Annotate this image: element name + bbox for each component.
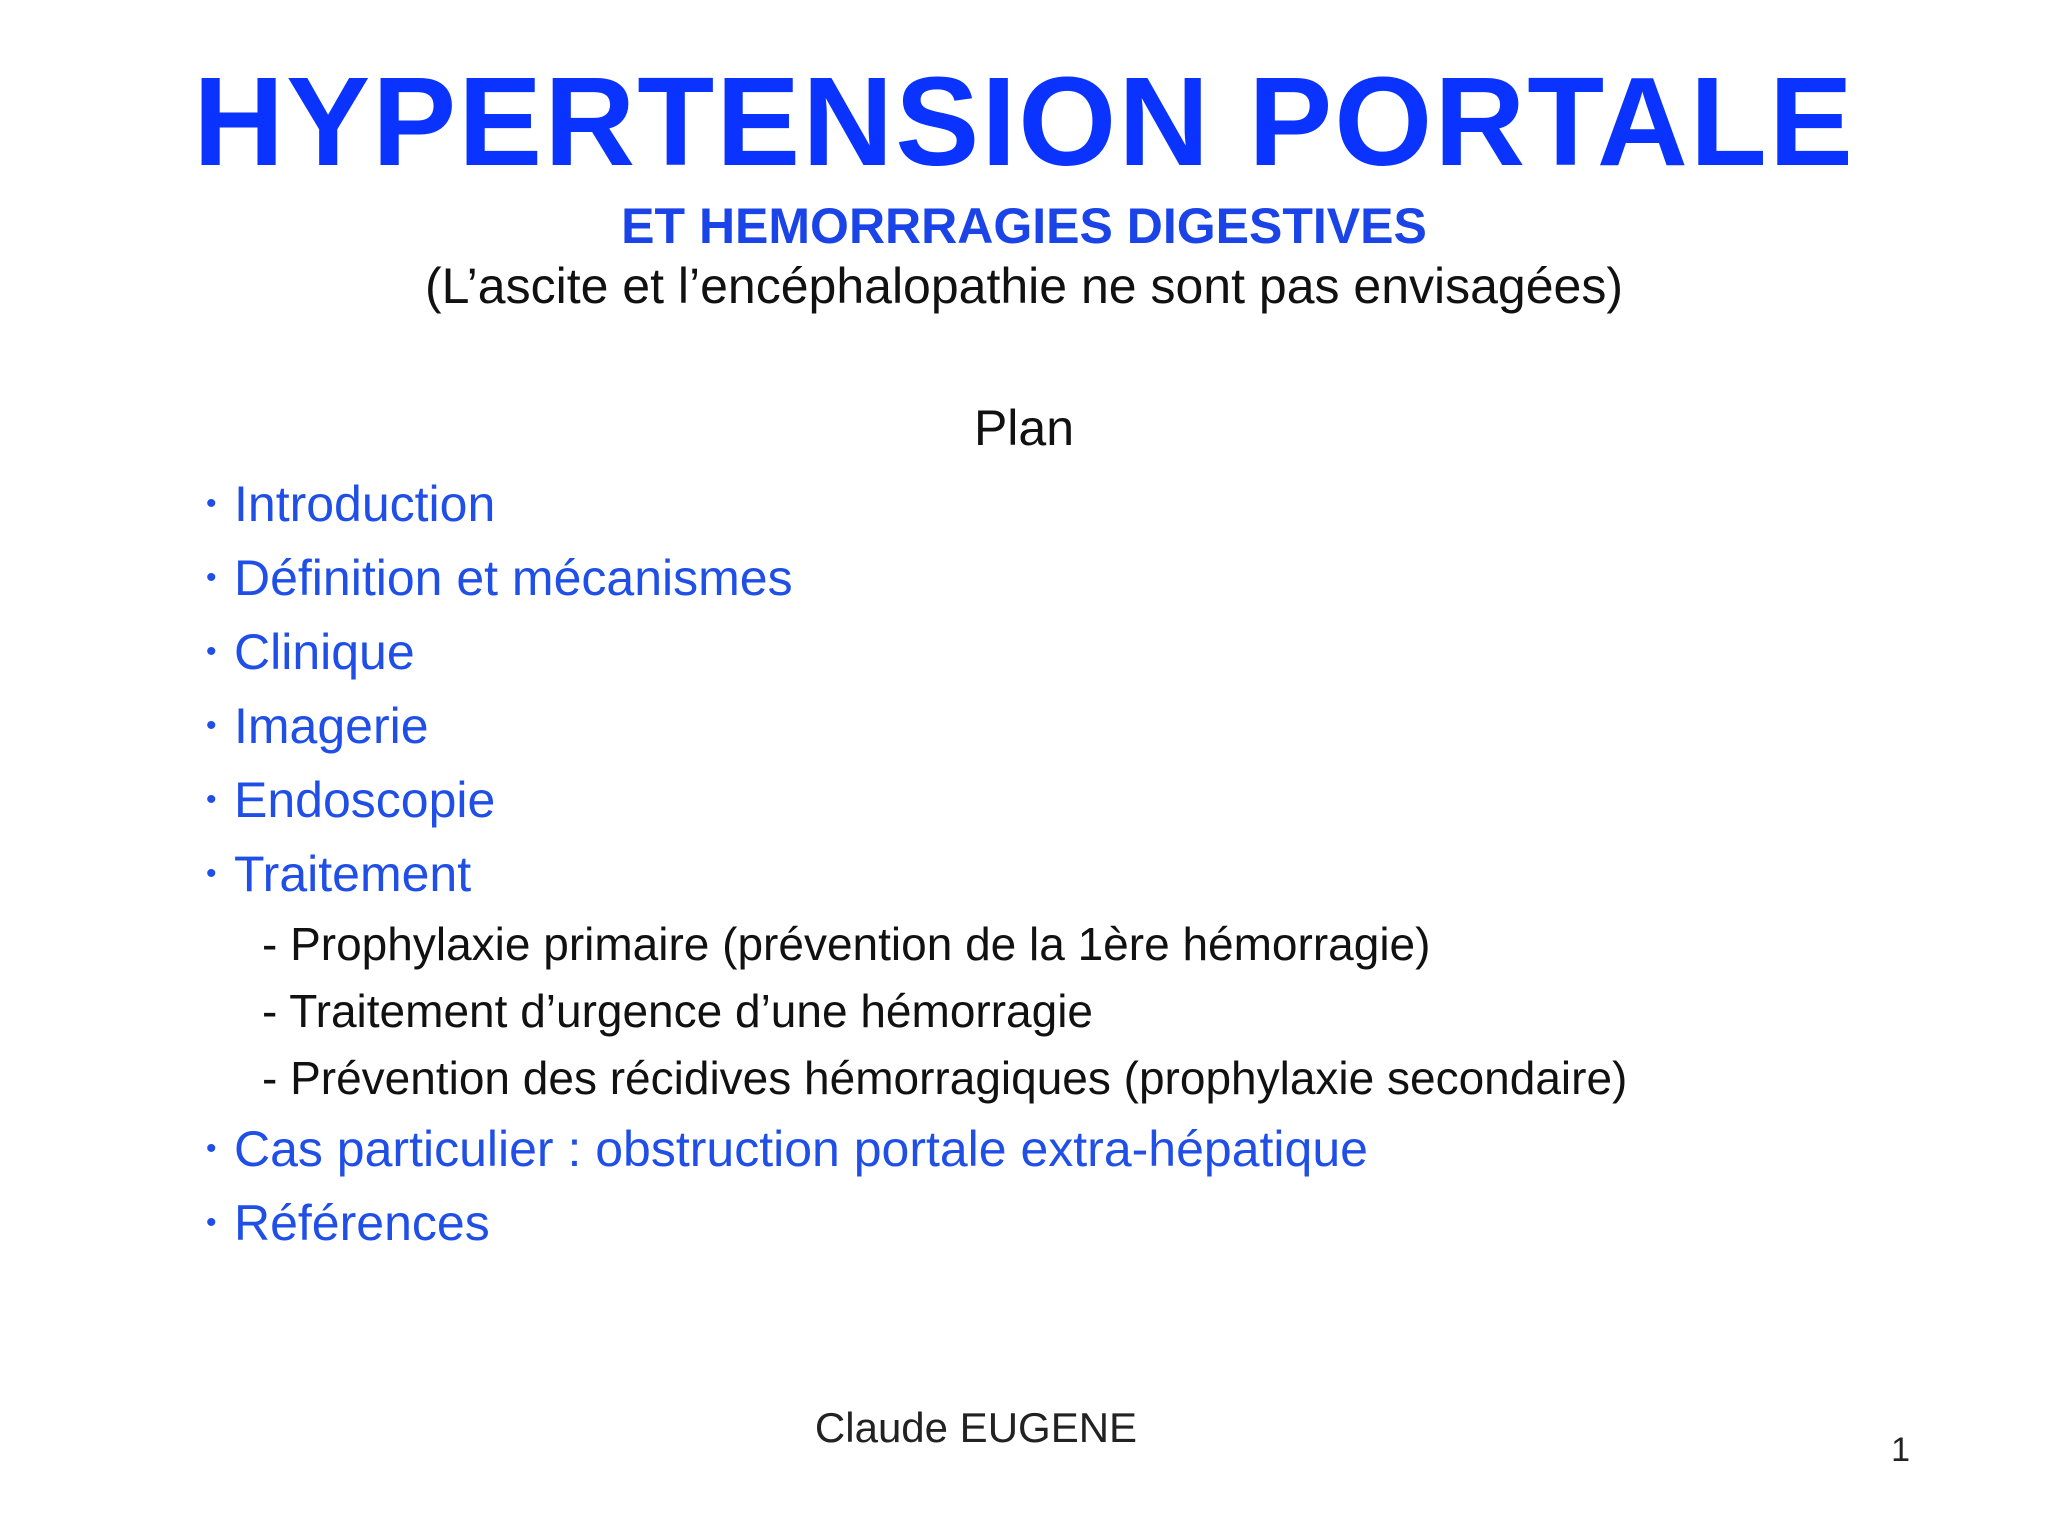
slide-title: HYPERTENSION PORTALE bbox=[193, 51, 1855, 192]
plan-heading: Plan bbox=[973, 400, 1075, 456]
sub-item-prophylaxie-primaire: - Prophylaxie primaire (prévention de la 1ère hémorragie) bbox=[262, 918, 1431, 970]
sub-item-traitement-urgence: - Traitement d’urgence d’une hémorragie bbox=[262, 985, 1094, 1037]
outline-item-label: Définition et mécanismes bbox=[234, 550, 793, 606]
outline-item-imagerie bbox=[206, 694, 429, 758]
bullet-icon: • bbox=[206, 782, 217, 816]
outline-item-label: Clinique bbox=[234, 624, 415, 680]
outline-item-label: Imagerie bbox=[234, 698, 429, 754]
outline-item-clinique bbox=[206, 620, 415, 684]
outline-item-references bbox=[206, 1191, 490, 1255]
outline-item-cas-particulier bbox=[206, 1117, 1368, 1181]
sub-item-prevention-recidives: - Prévention des récidives hémorragiques (prophylaxie secondaire) bbox=[262, 1052, 1628, 1104]
bullet-icon: • bbox=[206, 1205, 217, 1239]
outline-item-label: Traitement bbox=[234, 846, 472, 902]
outline-item-label: Cas particulier : obstruction portale extra-hépatique bbox=[234, 1121, 1368, 1177]
outline-item-introduction bbox=[206, 472, 495, 536]
outline-item-endoscopie bbox=[206, 768, 495, 832]
scope-note: (L’ascite et l’encéphalopathie ne sont pas envisagées) bbox=[424, 258, 1624, 314]
bullet-icon: • bbox=[206, 560, 217, 594]
bullet-icon: • bbox=[206, 856, 217, 890]
outline-item-definition bbox=[206, 546, 793, 610]
bullet-icon: • bbox=[206, 486, 217, 520]
bullet-icon: • bbox=[206, 708, 217, 742]
outline-item-label: Références bbox=[234, 1195, 490, 1251]
page-number: 1 bbox=[1891, 1431, 1910, 1469]
author-name: Claude EUGENE bbox=[814, 1404, 1138, 1451]
outline-item-traitement bbox=[206, 842, 471, 906]
slide-subtitle: ET HEMORRRAGIES DIGESTIVES bbox=[621, 198, 1427, 254]
outline-item-label: Introduction bbox=[234, 476, 496, 532]
bullet-icon: • bbox=[206, 634, 217, 668]
bullet-icon: • bbox=[206, 1131, 217, 1165]
outline-item-label: Endoscopie bbox=[234, 772, 496, 828]
